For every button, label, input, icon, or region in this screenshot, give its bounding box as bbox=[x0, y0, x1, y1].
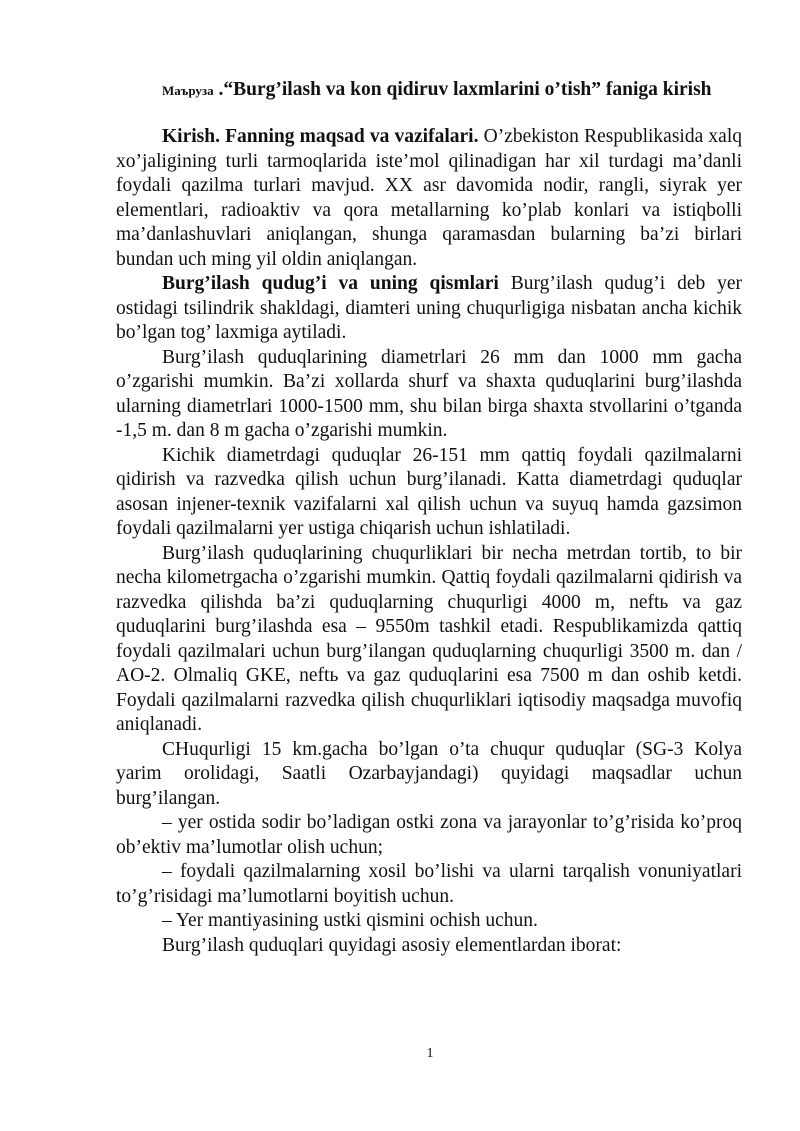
paragraph-text: O’zbekiston Respublikasida xalq xo’jaligining turli tarmoqlarida iste’mol qilinadigan har xil turdagi ma’danli foydali qazilma turlari mavjud. XX asr davomida nodir, rangli, siyrak yer elementlari, radioaktiv va qora metallarning ko’plab konlari va istiqbolli ma’danlashuvlari aniqlangan, shunga qaramasdan bularning ba’zi birlari bundan uch ming yil oldin aniqlangan. bbox=[116, 126, 742, 270]
title-text: “Burg’ilash va kon qidiruv laxmlarini o’tish” faniga kirish bbox=[223, 79, 712, 100]
title-separator: . bbox=[213, 79, 224, 100]
list-item bbox=[116, 909, 742, 934]
paragraph-lead: Kirish. Fanning maqsad va vazifalari. bbox=[162, 126, 479, 147]
paragraph-text: – foydali qazilmalarning xosil bo’lishi va ularni tarqalish vonuniyatlari to’g’risidagi ma’lumotlarni boyitish uchun. bbox=[116, 861, 742, 907]
paragraph bbox=[116, 444, 742, 542]
page-number: 1 bbox=[426, 1046, 434, 1061]
paragraph-text: Kichik diametrdagi quduqlar 26-151 mm qattiq foydali qazilmalarni qidirish va razvedka qilish uchun burg’ilanadi. Katta diametrdagi quduqlar asosan injener-texnik vazifalarni xal qilish uchun va suyuq hamda gazsimon foydali qazilmalarni yer ustiga chiqarish uchun ishlatiladi. bbox=[116, 444, 742, 539]
document-page bbox=[116, 76, 742, 958]
paragraph-lead: Burg’ilash qudug’i va uning qismlari bbox=[162, 273, 499, 294]
paragraph bbox=[116, 125, 742, 272]
paragraph-text: – yer ostida sodir bo’ladigan ostki zona va jarayonlar to’g’risida ko’proq ob’ektiv ma’lumotlar olish uchun; bbox=[116, 812, 742, 858]
paragraph bbox=[116, 272, 742, 346]
document-body bbox=[116, 125, 742, 958]
document-title bbox=[162, 76, 742, 104]
paragraph bbox=[116, 542, 742, 738]
paragraph bbox=[116, 346, 742, 444]
paragraph-text: – Yer mantiyasining ustki qismini ochish uchun. bbox=[162, 910, 538, 931]
paragraph-text: Burg’ilash quduqlari quyidagi asosiy elementlardan iborat: bbox=[162, 934, 622, 956]
paragraph bbox=[116, 934, 742, 959]
title-prefix: Маъруза bbox=[162, 83, 214, 98]
list-item bbox=[116, 811, 742, 860]
list-item bbox=[116, 860, 742, 909]
paragraph-text: CHuqurligi 15 km.gacha bo’lgan o’ta chuqur quduqlar (SG-3 Kolya yarim orolidagi, Saatli Ozarbayjandagi) quyidagi maqsadlar uchun burg’ilangan. bbox=[116, 738, 742, 809]
paragraph-text: Burg’ilash quduqlarining diametrlari 26 mm dan 1000 mm gacha o’zgarishi mumkin. Ba’zi xollarda shurf va shaxta quduqlarini burg’ilashda ularning diametrlari 1000-1500 mm, shu bilan birga shaxta stvollarini o’tganda -1,5 m. dan 8 m gacha o’zgarishi mumkin. bbox=[116, 346, 742, 441]
paragraph-text: Burg’ilash qudug’i deb yer ostidagi tsilindrik shakldagi, diamteri uning chuqurligiga nisbatan ancha kichik bo’lgan tog’ laxmiga aytiladi. bbox=[116, 273, 742, 343]
paragraph bbox=[116, 738, 742, 812]
paragraph-text: Burg’ilash quduqlarining chuqurliklari bir necha metrdan tortib, to bir necha kilometrgacha o’zgarishi mumkin. Qattiq foydali qazilmalarni qidirish va razvedka qilishda ba’zi quduqlarning chuqurligi 4000 m, neftь va gaz quduqlarini burg’ilashda esa – 9550m tashkil etadi. Respublikamizda qattiq foydali qazilmalari uchun burg’ilangan quduqlarning chuqurligi 3500 m. dan / AO-2. Olmaliq GKE, neftь va gaz quduqlarini esa 7500 m dan oshib ketdi. Foydali qazilmalarni razvedka qilish chuqurliklari iqtisodiy maqsadga muvofiq aniqlanadi. bbox=[116, 542, 742, 735]
